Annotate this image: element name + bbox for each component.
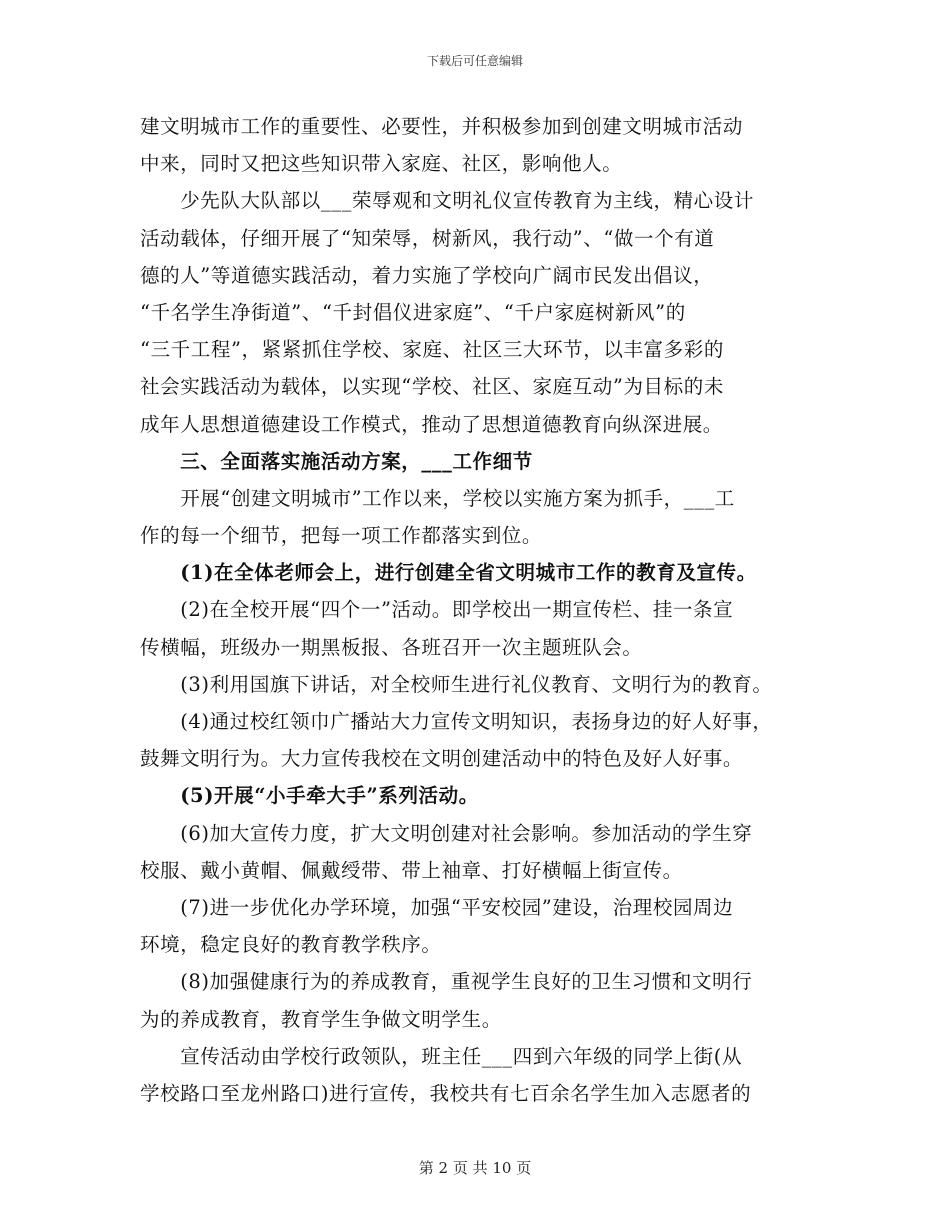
text-line: (8)加强健康行为的养成教育，重视学生良好的卫生习惯和文明行 — [140, 970, 753, 994]
text-line: 中来，同时又把这些知识带入家庭、社区，影响他人。 — [140, 152, 623, 176]
text-line: 开展“创建文明城市”工作以来，学校以实施方案为抓手，___工 — [140, 486, 735, 510]
page-number: 第 2 页 共 10 页 — [418, 1159, 532, 1177]
text-line: (6)加大宣传力度，扩大文明创建对社会影响。参加活动的学生穿 — [140, 821, 753, 845]
text-line: 少先队大队部以___荣辱观和文明礼仪宣传教育为主线，精心设计 — [140, 189, 754, 213]
text-line: 为的养成教育，教育学生争做文明学生。 — [140, 1007, 502, 1031]
text-line: 活动载体，仔细开展了“知荣辱，树新风，我行动”、“做一个有道 — [140, 226, 715, 250]
heading-line: (1)在全体老师会上，进行创建全省文明城市工作的教育及宣传。 — [140, 561, 757, 585]
text-line: “三千工程”，紧紧抓住学校、家庭、社区三大环节，以丰富多彩的 — [140, 338, 724, 362]
text-line: 学校路口至龙州路口)进行宣传，我校共有七百余名学生加入志愿者的 — [140, 1081, 752, 1105]
document-body — [140, 108, 820, 1112]
heading-line: 三、全面落实施活动方案，___工作细节 — [140, 449, 533, 473]
text-line: 德的人”等道德实践活动，着力实施了学校向广阔市民发出倡议， — [140, 263, 714, 287]
text-line: (2)在全校开展“四个一”活动。即学校出一期宣传栏、挂一条宣 — [140, 598, 734, 622]
text-line: (3)利用国旗下讲话，对全校师生进行礼仪教育、文明行为的教育。 — [140, 672, 773, 696]
text-line: 作的每一个细节，把每一项工作都落实到位。 — [140, 524, 543, 548]
text-line: (4)通过校红领巾广播站大力宣传文明知识，表扬身边的好人好事， — [140, 710, 773, 733]
text-line: 传横幅，班级办一期黑板报、各班召开一次主题班队会。 — [140, 635, 643, 659]
text-line: 鼓舞文明行为。大力宣传我校在文明创建活动中的特色及好人好事。 — [140, 747, 744, 771]
text-line: 环境，稳定良好的教育教学秩序。 — [140, 933, 442, 957]
header-note: 下载后可任意编辑 — [426, 54, 523, 68]
text-line: 建文明城市工作的重要性、必要性，并积极参加到创建文明城市活动 — [140, 115, 744, 138]
text-line: 成年人思想道德建设工作模式，推动了思想道德教育向纵深进展。 — [140, 412, 723, 436]
text-line: 社会实践活动为载体，以实现“学校、社区、家庭互动”为目标的未 — [140, 375, 724, 399]
heading-line: (5)开展“小手牵大手”系列活动。 — [140, 784, 479, 808]
text-line: 宣传活动由学校行政领队，班主任___四到六年级的同学上街(从 — [140, 1044, 743, 1068]
text-line: (7)进一步优化办学环境，加强“平安校园”建设，治理校园周边 — [140, 895, 734, 919]
text-line: 校服、戴小黄帽、佩戴绶带、带上袖章、打好横幅上街宣传。 — [140, 858, 683, 882]
text-line: “千名学生净街道”、“千封倡仪进家庭”、“千户家庭树新风”的 — [140, 300, 686, 324]
